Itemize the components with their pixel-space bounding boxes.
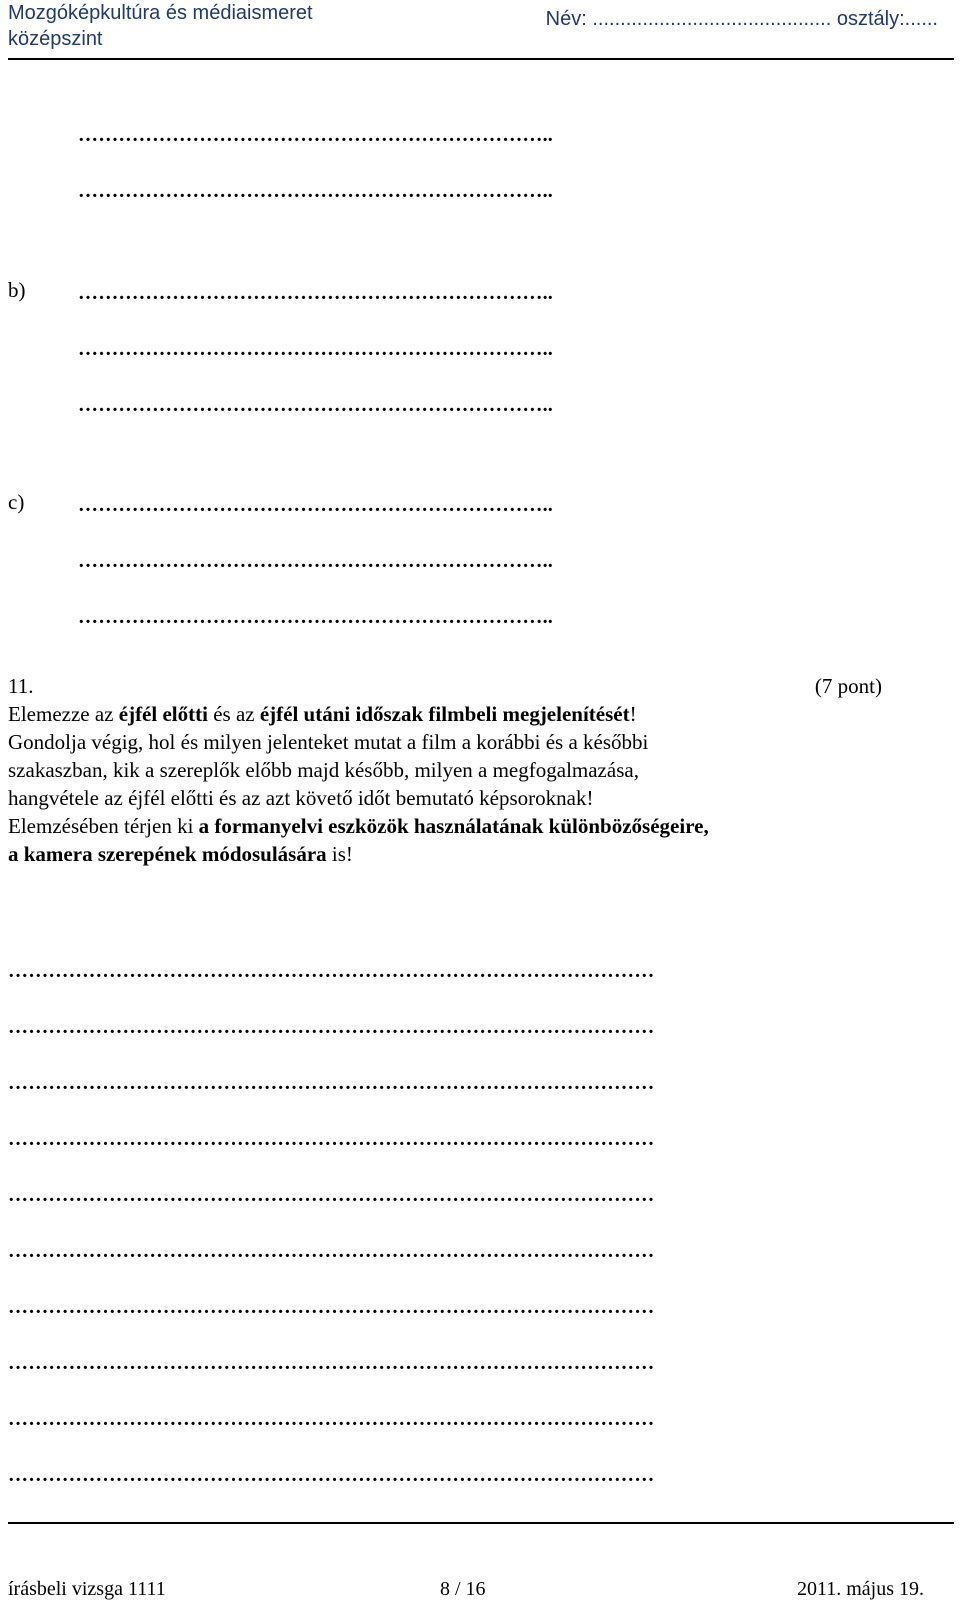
task-line-6 <box>8 840 353 868</box>
task-line-1 <box>8 700 637 728</box>
text: Elemezze az <box>8 702 119 726</box>
text: is! <box>326 842 353 866</box>
task-line-5 <box>8 812 709 840</box>
emphasis: éjfél előtti <box>118 702 208 726</box>
answer-line-b2: …………………………………………………………….. <box>78 338 553 360</box>
emphasis: a formanyelvi eszközök használatának különbözőségeire, <box>198 814 709 838</box>
text: ! <box>629 702 637 726</box>
name-class-field: Név: ........................................... osztály:...... <box>545 8 938 30</box>
answer-line-b1: …………………………………………………………….. <box>78 282 553 304</box>
footer-page-number: 8 / 16 <box>440 1578 486 1600</box>
task-number: 11. <box>8 674 34 698</box>
answer-line-11: …………………………………………………………………………………… <box>8 960 655 982</box>
header-subject <box>8 0 313 52</box>
emphasis: a kamera szerepének módosulására <box>8 842 327 866</box>
answer-line-11: …………………………………………………………………………………… <box>8 1296 655 1318</box>
answer-line-11: …………………………………………………………………………………… <box>8 1408 655 1430</box>
level-label: középszint <box>8 28 103 50</box>
answer-line-11: …………………………………………………………………………………… <box>8 1464 655 1486</box>
label-b: b) <box>8 278 26 302</box>
answer-line-11: …………………………………………………………………………………… <box>8 1240 655 1262</box>
task-points: (7 pont) <box>814 674 882 698</box>
answer-line-c1: …………………………………………………………….. <box>78 494 553 516</box>
text: Elemzésében térjen ki <box>8 814 199 838</box>
answer-line-11: …………………………………………………………………………………… <box>8 1072 655 1094</box>
answer-line-11: …………………………………………………………………………………… <box>8 1016 655 1038</box>
emphasis: éjfél utáni időszak filmbeli megjelenítését <box>259 702 630 726</box>
answer-line-11: …………………………………………………………………………………… <box>8 1128 655 1150</box>
footer-date: 2011. május 19. <box>796 1578 924 1600</box>
answer-line-a1: …………………………………………………………….. <box>78 124 553 146</box>
answer-line-a2: …………………………………………………………….. <box>78 180 553 202</box>
task-line-4: hangvétele az éjfél előtti és az azt követő időt bemutató képsoroknak! <box>8 786 594 810</box>
answer-line-c2: …………………………………………………………….. <box>78 550 553 572</box>
text: és az <box>207 702 260 726</box>
answer-line-c3: …………………………………………………………….. <box>78 606 553 628</box>
answer-line-11: …………………………………………………………………………………… <box>8 1184 655 1206</box>
answer-line-b3: …………………………………………………………….. <box>78 394 553 416</box>
label-c: c) <box>8 490 25 514</box>
task-line-3: szakaszban, kik a szereplők előbb majd később, milyen a megfogalmazása, <box>8 758 639 782</box>
footer-exam: írásbeli vizsga 1111 <box>8 1578 166 1600</box>
answer-line-11: …………………………………………………………………………………… <box>8 1352 655 1374</box>
subject-title: Mozgóképkultúra és médiaismeret <box>8 2 313 24</box>
task-line-2: Gondolja végig, hol és milyen jelenteket mutat a film a korábbi és a későbbi <box>8 730 649 754</box>
header-rule <box>8 58 954 60</box>
footer-rule <box>8 1522 954 1524</box>
